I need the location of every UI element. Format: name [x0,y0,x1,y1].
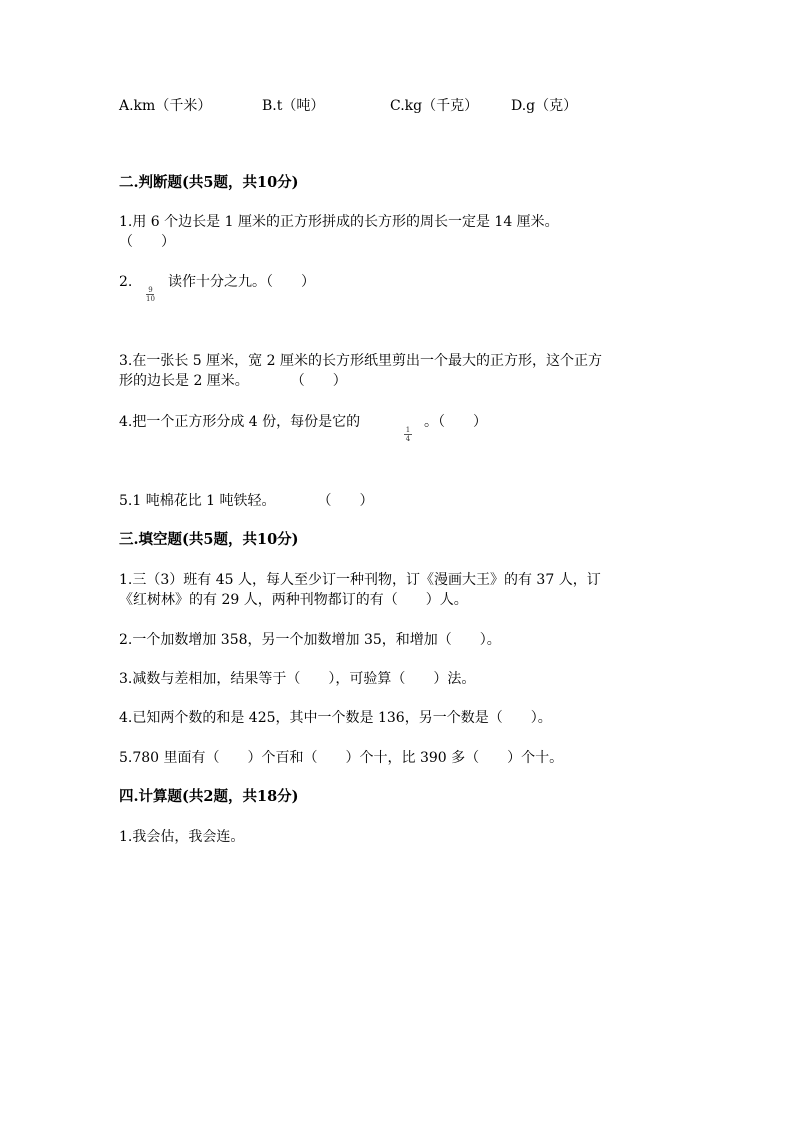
option-d: D.g（克） [511,98,578,114]
fraction-denominator: 4 [405,435,411,443]
judge-q3-line2: 形的边长是 2 厘米。 （ ） [119,373,347,389]
fill-q3: 3.减数与差相加，结果等于（ ），可验算（ ）法。 [119,671,476,687]
option-a: A.km（千米） [119,98,212,114]
fill-q4: 4.已知两个数的和是 425，其中一个数是 136，另一个数是（ ）。 [119,710,552,726]
judge-q4-text: 4.把一个正方形分成 4 份，每份是它的 [119,414,361,430]
judge-q1-line1: 1.用 6 个边长是 1 厘米的正方形拼成的长方形的周长一定是 14 厘米。 [119,214,559,230]
judge-q4-fraction [404,426,412,443]
calc-q1: 1.我会估，我会连。 [119,829,245,845]
judge-q4-suffix: 。（ ） [424,414,487,430]
fraction-numerator: 1 [405,426,411,434]
fraction-numerator: 9 [148,286,153,294]
fill-q1-line1: 1.三（3）班有 45 人，每人至少订一种刊物，订《漫画大王》的有 37 人，订 [119,572,601,588]
judge-q2-fraction [146,286,155,303]
judge-q2-prefix: 2. [119,274,133,290]
fill-q1-line2: 《红树林》的有 29 人，两种刊物都订的有（ ）人。 [119,592,468,608]
fraction-denominator: 10 [146,295,155,303]
judge-q5: 5.1 吨棉花比 1 吨铁轻。 （ ） [119,493,374,509]
section3-heading: 三.填空题(共5题，共10分) [119,531,299,548]
judge-q3-line1: 3.在一张长 5 厘米，宽 2 厘米的长方形纸里剪出一个最大的正方形，这个正方 [119,353,602,369]
section4-heading: 四.计算题(共2题，共18分) [119,788,299,805]
option-c: C.kg（千克） [390,98,479,114]
judge-q2-text: 读作十分之九。（ ） [168,274,315,290]
fill-q5: 5.780 里面有（ ）个百和（ ）个十，比 390 多（ ）个十。 [119,750,564,766]
option-b: B.t（吨） [262,98,325,114]
fill-q2: 2.一个加数增加 358，另一个加数增加 35，和增加（ ）。 [119,632,501,648]
judge-q1-line2: （ ） [119,234,175,250]
section2-heading: 二.判断题(共5题，共10分) [119,174,299,191]
